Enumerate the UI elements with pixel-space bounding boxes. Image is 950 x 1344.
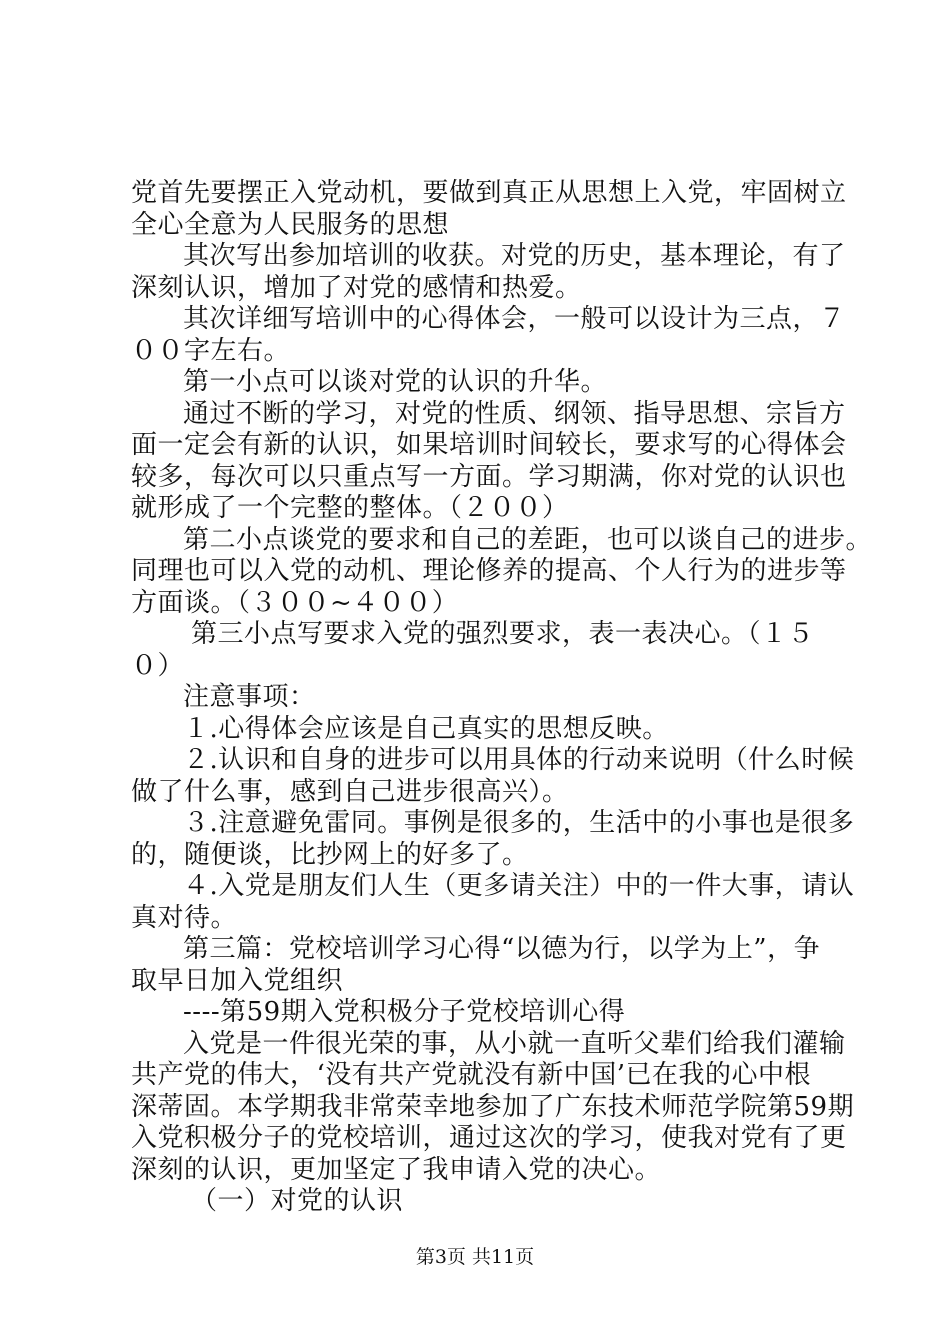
text-line: 同理也可以入党的动机、理论修养的提高、个人行为的进步等 bbox=[131, 556, 847, 586]
text-line: 入党是一件很光荣的事，从小就一直听父辈们给我们灌输 bbox=[183, 1028, 846, 1059]
text-line: 全心全意为人民服务的思想 bbox=[131, 209, 450, 240]
text-line: 深蒂固。本学期我非常荣幸地参加了广东技术师范学院第59期 bbox=[131, 1091, 855, 1122]
text-line: 方面谈。（３００~４００） bbox=[131, 587, 459, 618]
list-item: ４.入党是朋友们人生（更多请关注）中的一件大事，请认 bbox=[183, 871, 855, 901]
article-subtitle: ----第59期入党积极分子党校培训心得 bbox=[183, 997, 626, 1027]
list-item: ３.注意避免雷同。事例是很多的，生活中的小事也是很多 bbox=[183, 808, 855, 838]
article-title: 取早日加入党组织 bbox=[131, 965, 344, 996]
text-line: 就形成了一个完整的整体。（２００） bbox=[131, 493, 569, 523]
document-body bbox=[131, 178, 873, 1218]
text-line: 较多，每次可以只重点写一方面。学习期满，你对党的认识也 bbox=[131, 461, 847, 492]
section-heading: 注意事项： bbox=[183, 682, 316, 712]
text-line: 第一小点可以谈对党的认识的升华。 bbox=[183, 367, 608, 397]
text-line: 深刻的认识，更加坚定了我申请入党的决心。 bbox=[131, 1154, 662, 1185]
text-line: 其次写出参加培训的收获。对党的历史，基本理论，有了 bbox=[183, 241, 846, 271]
list-item: ２.认识和自身的进步可以用具体的行动来说明（什么时候 bbox=[183, 745, 855, 775]
page-number-footer: 第3页 共11页 bbox=[415, 1246, 535, 1268]
text-line: 党首先要摆正入党动机，要做到真正从思想上入党，牢固树立 bbox=[131, 178, 847, 208]
section-heading: （一）对党的认识 bbox=[191, 1186, 404, 1216]
text-line: 真对待。 bbox=[131, 902, 238, 933]
text-line: 第二小点谈党的要求和自己的差距，也可以谈自己的进步。 bbox=[183, 524, 873, 555]
text-line: 通过不断的学习，对党的性质、纲领、指导思想、宗旨方 bbox=[183, 398, 846, 429]
list-item: １.心得体会应该是自己真实的思想反映。 bbox=[183, 713, 669, 744]
text-line: 共产党的伟大，‘没有共产党就没有新中国’已在我的心中根 bbox=[131, 1060, 812, 1090]
text-line: 入党积极分子的党校培训，通过这次的学习，使我对党有了更 bbox=[131, 1123, 847, 1153]
text-line: ００字左右。 bbox=[131, 335, 291, 366]
text-line: 第三小点写要求入党的强烈要求，表一表决心。（１５ bbox=[191, 619, 815, 649]
text-line: ０） bbox=[131, 650, 185, 681]
text-line: 其次详细写培训中的心得体会，一般可以设计为三点，７ bbox=[183, 304, 846, 334]
text-line: 的，随便谈，比抄网上的好多了。 bbox=[131, 839, 529, 870]
article-title: 第三篇：党校培训学习心得“以德为行，以学为上”，争 bbox=[183, 934, 821, 964]
text-line: 做了什么事，感到自己进步很高兴）。 bbox=[131, 776, 569, 807]
text-line: 面一定会有新的认识，如果培训时间较长，要求写的心得体会 bbox=[131, 430, 847, 460]
text-line: 深刻认识，增加了对党的感情和热爱。 bbox=[131, 272, 582, 303]
